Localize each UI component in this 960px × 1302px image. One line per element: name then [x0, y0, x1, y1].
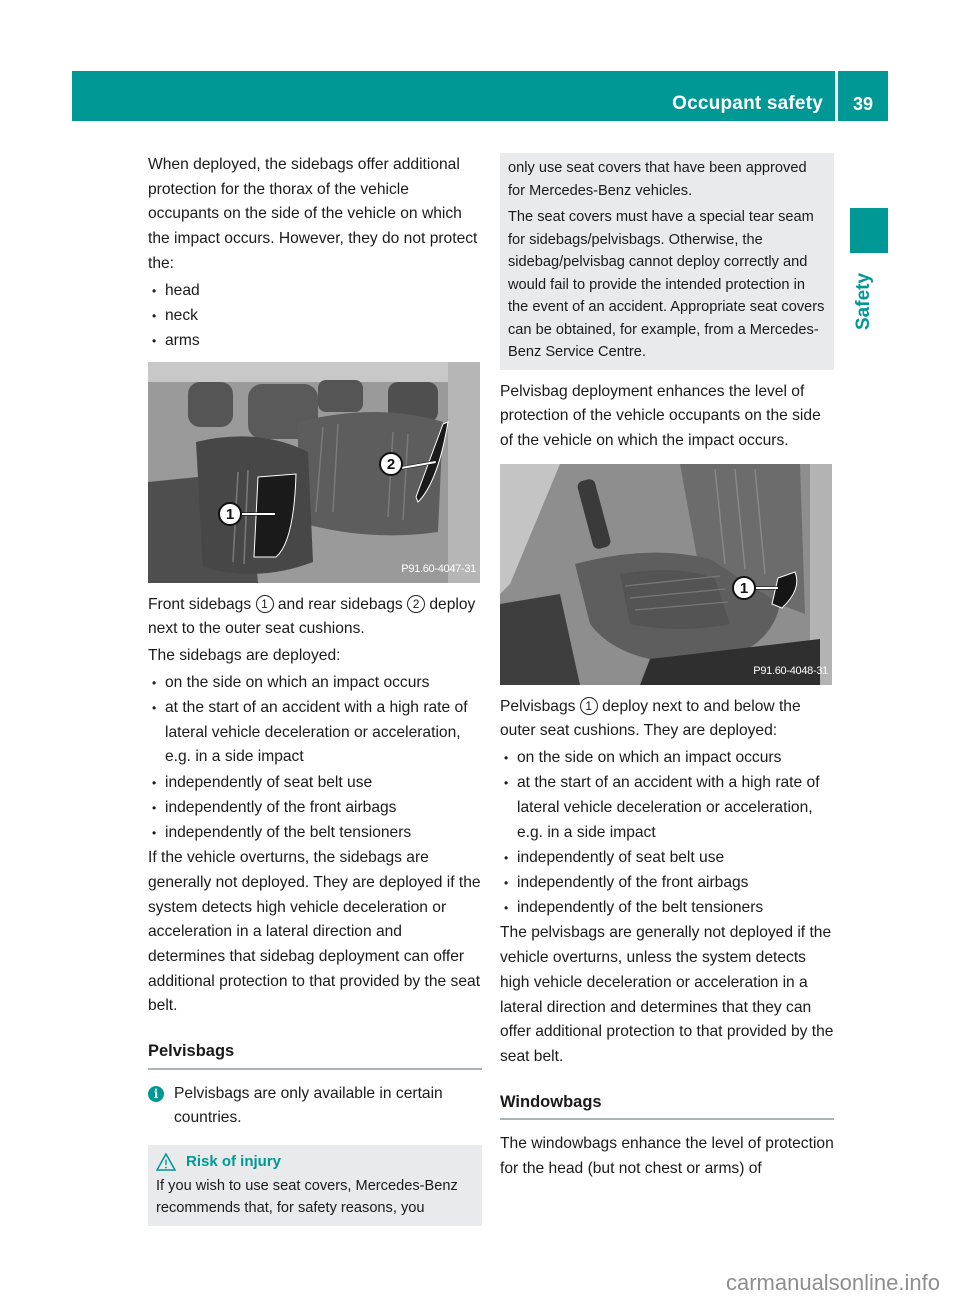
pelvisbag-intro: Pelvisbag deployment enhances the level of protection of the vehicle occupants on the side of the vehicle on which the impact occurs.: [500, 382, 821, 449]
list-item: • on the side on which an impact occurs: [148, 671, 482, 696]
sidebags-caption: Front sidebags 1 and rear sidebags 2 deploy next to the outer seat cushions.: [148, 595, 476, 638]
pelvisbags-caption: Pelvisbags 1 deploy next to and below the outer seat cushions. They are deployed:: [500, 697, 801, 740]
page-number-box: [838, 71, 888, 121]
callout-leader-line: [754, 587, 778, 589]
list-item: • independently of seat belt use: [500, 846, 834, 871]
overturn-paragraph: If the vehicle overturns, the sidebags are generally not deployed. They are deployed if the system detects high vehicle deceleration or acceleration in a lateral direction and determines that sidebag deployment can offer additional protection to that provided by the seat belt.: [148, 849, 481, 1015]
warning-text: only use seat covers that have been approved for Mercedes-Benz vehicles.: [508, 160, 807, 199]
pelvisbags-heading: Pelvisbags: [148, 1039, 482, 1070]
risk-warning-box-continued: [500, 153, 834, 370]
car-rear-seats-photo-icon: [148, 362, 480, 583]
warning-triangle-icon: [156, 1153, 176, 1171]
chapter-tab-label: Safety: [853, 272, 874, 330]
callout-1-ref: 1: [256, 595, 274, 613]
list-item: • head: [148, 279, 482, 304]
info-note: i Pelvisbags are only available in certain countries.: [148, 1082, 482, 1131]
callout-1-ref: 1: [580, 697, 598, 715]
left-column: [148, 153, 482, 1226]
list-item: • on the side on which an impact occurs: [500, 746, 834, 771]
windowbags-heading: Windowbags: [500, 1090, 834, 1121]
list-item: • independently of seat belt use: [148, 771, 482, 796]
list-item: • independently of the front airbags: [148, 796, 482, 821]
list-item: • independently of the front airbags: [500, 871, 834, 896]
callout-2: 2: [379, 452, 403, 476]
warning-text: The seat covers must have a special tear seam for sidebags/pelvisbags. Otherwise, the sidebag/pelvisbag cannot deploy correctly and would fail to provide the intended protection in the event of an accident. Appropriate seat covers can be obtained, for example, from a Mercedes-Benz Service Centre.: [508, 209, 825, 360]
sidebags-figure: [148, 362, 480, 583]
sidebag-intro: When deployed, the sidebags offer additional protection for the thorax of the vehicle occupants on the side of the vehicle on which the impact occurs. However, they do not protect the:: [148, 156, 478, 272]
pelvisbags-figure: [500, 464, 832, 685]
warning-text: If you wish to use seat covers, Mercedes-Benz recommends that, for safety reasons, you: [156, 1177, 458, 1217]
header-bar: [72, 71, 835, 121]
callout-1: 1: [218, 502, 242, 526]
callout-leader-line: [240, 513, 275, 515]
list-item: • neck: [148, 304, 482, 329]
deployed-intro: The sidebags are deployed:: [148, 647, 341, 665]
warning-title: Risk of injury: [156, 1151, 474, 1174]
figure-code: P91.60-4048-31: [753, 664, 828, 677]
callout-1: 1: [732, 576, 756, 600]
page-number: 39: [852, 94, 874, 114]
list-item: • at the start of an accident with a high rate of lateral vehicle deceleration or acceleration, e.g. in a side impact: [500, 771, 834, 845]
watermark: carmanualsonline.info: [725, 1270, 940, 1295]
front-seat-photo-icon: [500, 464, 832, 685]
callout-2-ref: 2: [407, 595, 425, 613]
sidebag-deploy-list: [148, 671, 482, 846]
risk-warning-box: [148, 1145, 482, 1226]
chapter-tab-marker: [850, 208, 888, 253]
windowbags-paragraph: The windowbags enhance the level of protection for the head (but not chest or arms) of: [500, 1135, 834, 1178]
info-icon: i: [148, 1086, 164, 1102]
right-column: [500, 153, 834, 1184]
list-item: • independently of the belt tensioners: [148, 821, 482, 846]
list-item: • arms: [148, 329, 482, 354]
pelvis-overturn-paragraph: The pelvisbags are generally not deployed if the vehicle overturns, unless the system detects high vehicle deceleration or acceleration in a lateral direction and determines that they can offer additional protection to that provided by the seat belt.: [500, 924, 834, 1065]
figure-code: P91.60-4047-31: [401, 562, 476, 575]
pelvisbag-deploy-list: [500, 746, 834, 921]
not-protected-list: [148, 279, 482, 354]
list-item: • at the start of an accident with a high rate of lateral vehicle deceleration or acceleration, e.g. in a side impact: [148, 696, 482, 770]
section-title: Occupant safety: [672, 93, 823, 114]
list-item: • independently of the belt tensioners: [500, 896, 834, 921]
